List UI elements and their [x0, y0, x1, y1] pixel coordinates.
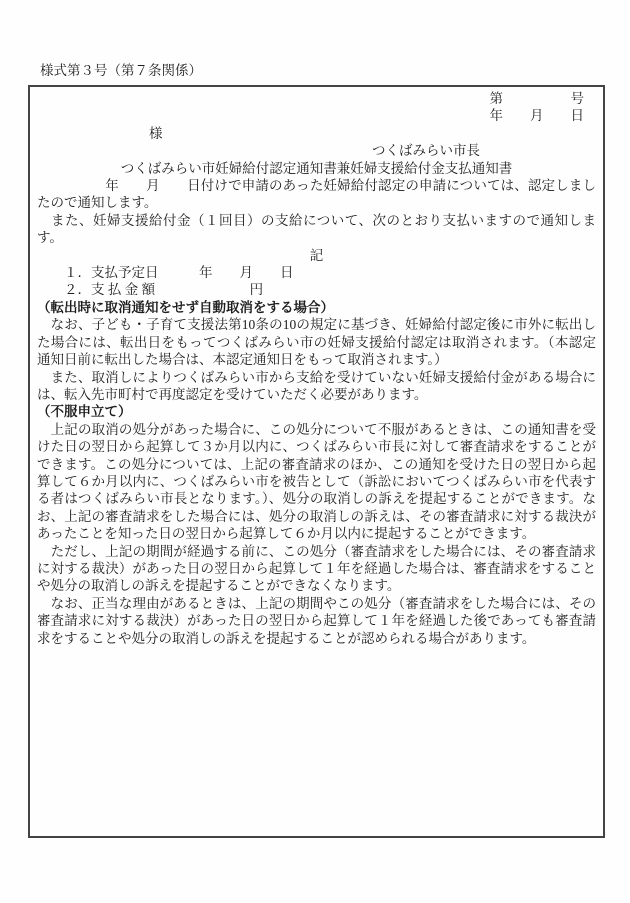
ki-separator: 記 — [309, 247, 324, 263]
auto-cancellation-section-heading: （転出時に取消通知をせず自動取消をする場合） — [37, 299, 334, 315]
payment-date-item: １．支払予定日 年 月 日 — [37, 265, 294, 281]
document-title: つくばみらい市妊婦給付認定通知書兼妊婦支援給付金支払通知書 — [120, 160, 513, 176]
form-number-label: 様式第３号（第７条関係） — [40, 63, 202, 78]
intro-paragraph-1: 年 月 日付けで申請のあった妊婦給付認定の申請については、認定しましたので通知します。 — [37, 178, 596, 211]
notice-box — [28, 85, 605, 838]
intro-paragraph-2: また、妊婦支援給付金（１回目）の支給について、次のとおり支払いますので通知します。 — [37, 212, 596, 246]
auto-cancellation-paragraph-2: また、取消しによりつくばみらい市から支給を受けていない妊婦支援給付金がある場合には、転入先市町村で再度認定を受けていただく必要があります。 — [37, 369, 596, 402]
appeal-paragraph-1: 上記の取消の処分があった場合に、この処分について不服があるときは、この通知書を受けた日の翌日から起算して３か月以内に、つくばみらい市長に対して審査請求をすることができます。この処分については、上記の審査請求のほか、この通知を受けた日の翌日から起算して６か月以内に、つくばみらい市を被告として（訴訟においてつくばみらい市を代表する者はつくばみらい市長となります。）、処分の取消しの訴えを提起することができます。なお、上記の審査請求をした場合には、処分の取消しの訴えは、その審査請求に対する裁決があったことを知った日の翌日から起算して６か月以内に提起することができます。 — [37, 421, 596, 542]
appeal-paragraph-3: なお、正当な理由があるときは、上記の期間やこの処分（審査請求をした場合には、その審査請求に対する裁決）があった日の翌日から起算して１年を経過した後であっても審査請求をすることや処分の取消しの訴えを提起することが認められる場合があります。 — [37, 595, 596, 646]
issue-date-line: 年 月 日 — [489, 108, 584, 124]
sender-line: つくばみらい市長 — [372, 143, 480, 159]
auto-cancellation-paragraph-1: なお、子ども・子育て支援法第10条の10の規定に基づき、妊婦給付認定後に市外に転出した場合には、転出日をもってつくばみらい市の妊婦支援給付認定は取消されます。（本認定通知日前に転出した場合は、本認定通知日をもって取消されます。） — [37, 317, 596, 368]
appeal-section-heading: （不服申立て） — [37, 404, 132, 420]
addressee-line: 様 — [149, 125, 163, 141]
payment-amount-item: ２．支 払 金 額 円 — [37, 282, 264, 298]
doc-number-line: 第 号 — [489, 91, 584, 106]
appeal-paragraph-2: ただし、上記の期間が経過する前に、この処分（審査請求をした場合には、その審査請求に対する裁決）があった日の翌日から起算して１年を経過した場合は、審査請求をすることや処分の取消しの訴えを提起することができなくなります。 — [37, 543, 596, 594]
